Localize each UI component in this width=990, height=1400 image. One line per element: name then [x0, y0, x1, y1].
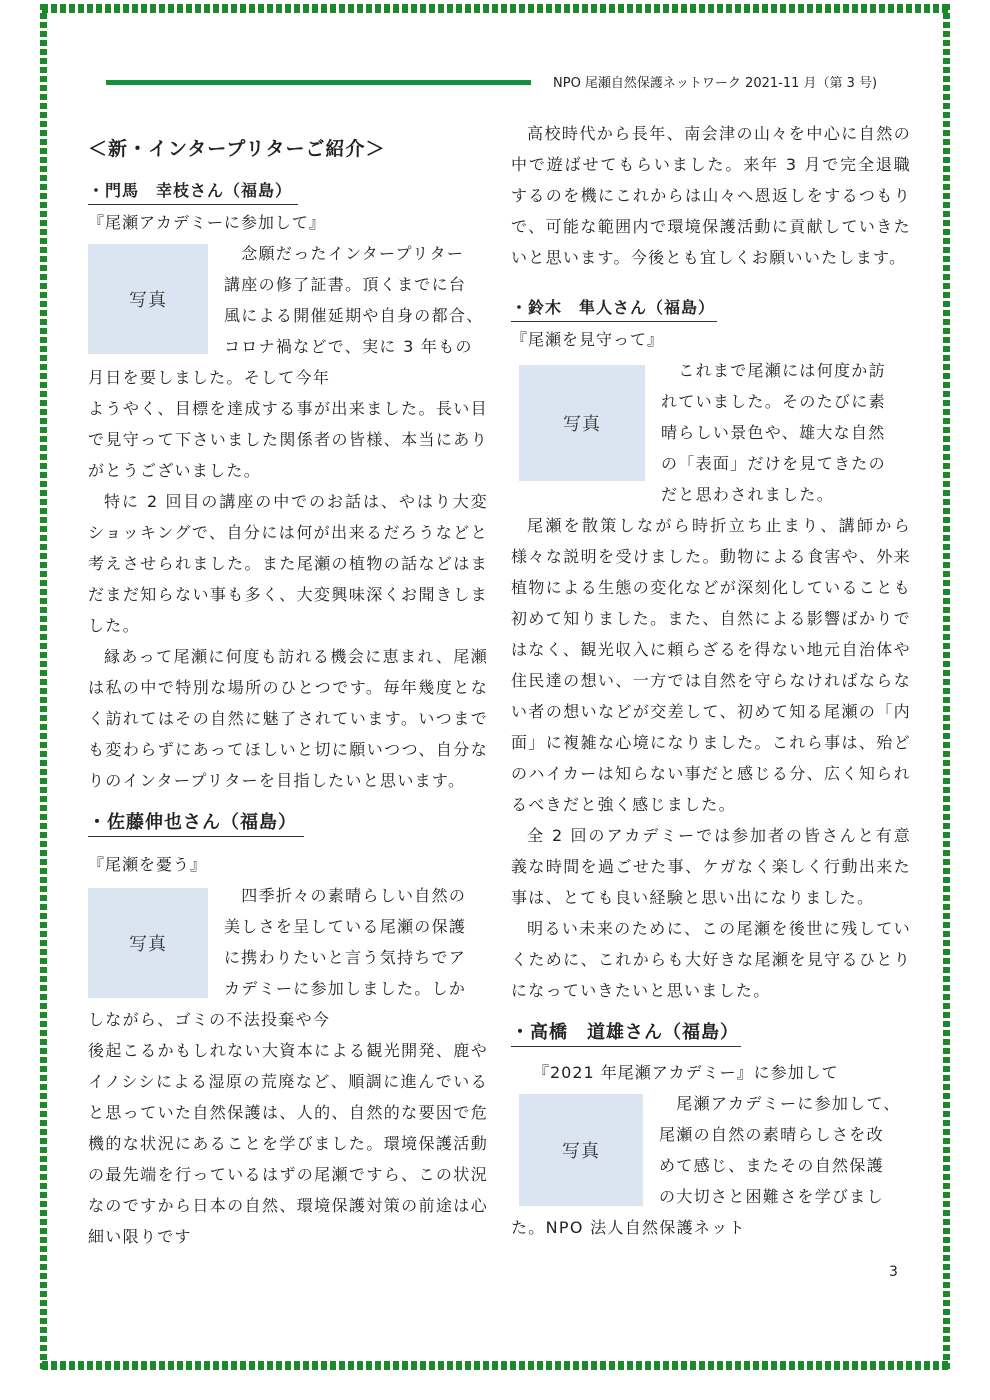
photo-wrap — [511, 355, 911, 510]
profile-text: ようやく、目標を達成する事が出来ました。長い目で見守って下さいました関係者の皆様、本当にありがとうございました。 — [88, 399, 488, 480]
wrap-line: コロナ禍などで、実に 3 年もの — [224, 337, 473, 356]
wrap-line: 美しさを呈している尾瀬の保護 — [224, 917, 467, 936]
profile-name: ・鈴木 隼人さん（福島） — [511, 295, 717, 322]
profile-text: 明るい未来のために、この尾瀬を後世に残していくために、これからも大好きな尾瀬を見守るひとりになっていきたいと思いました。 — [511, 919, 911, 1000]
profile-takahashi — [511, 1016, 911, 1243]
profile-text: 後起こるかもしれない大資本による観光開発、鹿やイノシシによる湿原の荒廃など、順調に進んでいると思っていた自然保護は、人的、自然的な要因で危機的な状況にあることを学びました。環境保護活動の最先端を行っているはずの尾瀬ですら、この状況なのですから日本の自然、環境保護対策の前途は心細い限りです — [88, 1041, 488, 1246]
wrap-line: 念願だったインタープリター — [224, 244, 465, 263]
profile-name: ・門馬 幸枝さん（福島） — [88, 178, 298, 205]
wrap-line: しながら、ゴミの不法投棄や今 — [88, 1010, 331, 1029]
wrap-line: 月日を要しました。そして今年 — [88, 368, 331, 387]
photo-placeholder: 写真 — [88, 888, 208, 998]
wrap-line: だと思わされました。 — [661, 485, 835, 504]
section-title: ＜新・インタープリターご紹介＞ — [88, 138, 386, 160]
wrap-line: 尾瀬アカデミーに参加して、 — [659, 1094, 901, 1113]
wrap-line: カデミーに参加しました。しか — [224, 979, 467, 998]
right-column — [511, 118, 911, 1243]
decorative-border-left — [40, 4, 47, 1370]
decorative-border-bottom — [42, 1361, 948, 1370]
wrap-line: めて感じ、またその自然保護 — [659, 1156, 884, 1175]
wrap-line: これまで尾瀬には何度か訪 — [661, 361, 886, 380]
profile-name: ・高橋 道雄さん（福島） — [511, 1020, 741, 1047]
profile-name: ・佐藤伸也さん（福島） — [88, 810, 304, 837]
profile-sato — [88, 806, 488, 1252]
wrap-line: 講座の修了証書。頂くまでに台 — [224, 275, 467, 294]
decorative-border-right — [943, 4, 950, 1370]
header-bar — [106, 80, 531, 85]
wrap-line: の「表面」だけを見てきたの — [661, 454, 886, 473]
wrap-line: れていました。そのたびに素 — [661, 392, 886, 411]
profile-subtitle: 『2021 年尾瀬アカデミー』に参加して — [533, 1063, 839, 1082]
profile-subtitle: 『尾瀬アカデミーに参加して』 — [88, 213, 326, 232]
wrap-line: 晴らしい景色や、雄大な自然 — [661, 423, 886, 442]
profile-text: 縁あって尾瀬に何度も訪れる機会に恵まれ、尾瀬は私の中で特別な場所のひとつです。毎年幾度となく訪れてはその自然に魅了されています。いつまでも変わらずにあってほしいと切に願いつつ、自分なりのインタープリターを目指したいと思います。 — [88, 647, 488, 790]
decorative-border-top — [42, 4, 948, 13]
profile-subtitle: 『尾瀬を見守って』 — [511, 330, 665, 349]
photo-placeholder: 写真 — [519, 1094, 643, 1206]
wrap-line: の大切さと困難さを学びまし — [659, 1187, 884, 1206]
wrap-line: た。NPO 法人自然保護ネット — [511, 1218, 746, 1237]
wrap-line: 風による開催延期や自身の都合、 — [224, 306, 484, 325]
wrap-line: 尾瀬の自然の素晴らしさを改 — [659, 1125, 884, 1144]
profile-suzuki — [511, 291, 911, 1006]
profile-text: 全 2 回のアカデミーでは参加者の皆さんと有意義な時間を過ごせた事、ケガなく楽しく行動出来た事は、とても良い経験と思い出になりました。 — [511, 826, 911, 907]
photo-wrap — [88, 880, 488, 1035]
photo-placeholder: 写真 — [519, 365, 645, 481]
profile-text-continued: 高校時代から長年、南会津の山々を中心に自然の中で遊ばせてもらいました。来年 3 月で完全退職するのを機にこれからは山々へ恩返しをするつもりで、可能な範囲内で環境保護活動に貢献していきたいと思います。今後とも宜しくお願いいたします。 — [511, 124, 911, 267]
photo-wrap — [511, 1088, 911, 1243]
profile-monma — [88, 174, 488, 796]
page-number: 3 — [889, 1264, 898, 1280]
wrap-line: 四季折々の素晴らしい自然の — [224, 886, 467, 905]
profile-text: 尾瀬を散策しながら時折立ち止まり、講師から様々な説明を受けました。動物による食害や、外来植物による生態の変化などが深刻化していることも初めて知りました。また、自然による影響ばかりではなく、観光収入に頼らざるを得ない地元自治体や住民達の想い、一方では自然を守らなければならない者の想いなどが交差して、初めて知る尾瀬の「内面」に複雑な心境になりました。これら事は、殆どのハイカーは知らない事だと感じる分、広く知られるべきだと強く感じました。 — [511, 516, 911, 814]
profile-text: 特に 2 回目の講座の中でのお話は、やはり大変ショッキングで、自分には何が出来るだろうなどと考えさせられました。また尾瀬の植物の話などはまだまだ知らない事も多く、大変興味深くお聞きしました。 — [88, 492, 488, 635]
photo-wrap — [88, 238, 488, 393]
wrap-line: に携わりたいと言う気持ちでア — [224, 948, 467, 967]
left-column — [88, 118, 488, 1252]
profile-subtitle: 『尾瀬を憂う』 — [88, 855, 208, 874]
header-text: NPO 尾瀬自然保護ネットワーク 2021-11 月（第 3 号) — [553, 76, 878, 91]
photo-placeholder: 写真 — [88, 244, 208, 354]
